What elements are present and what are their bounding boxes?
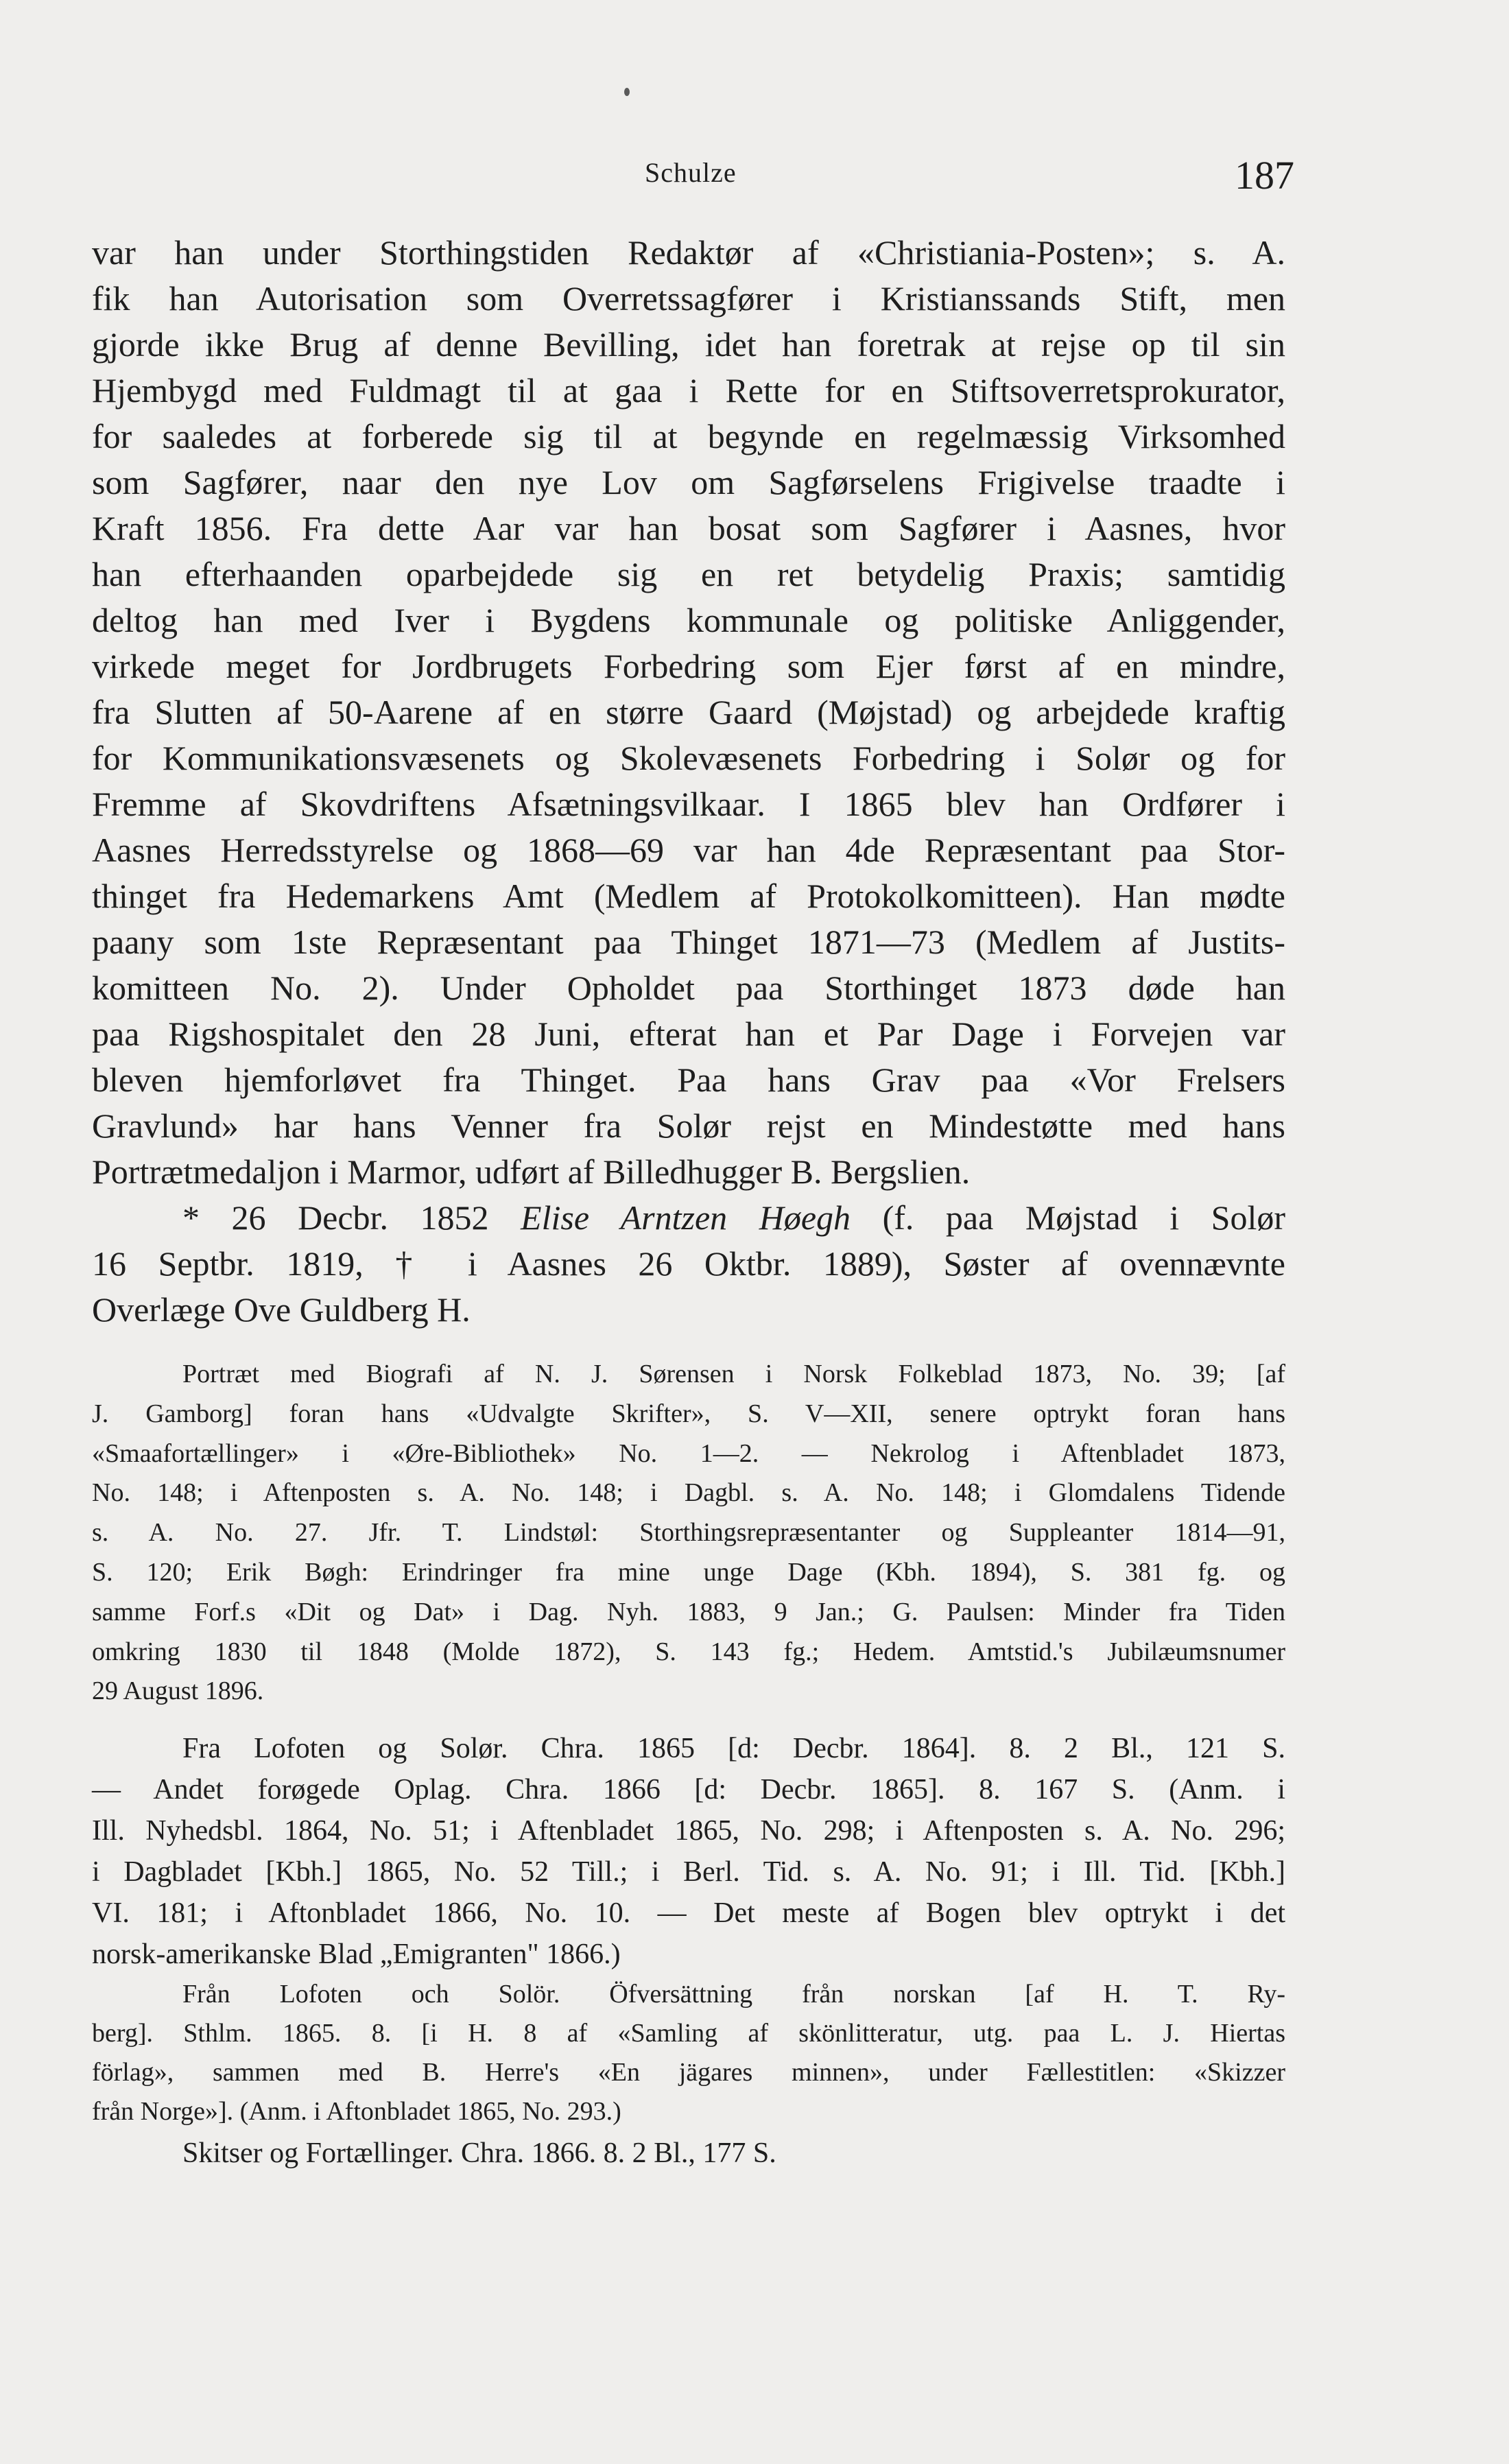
- text-line: for saaledes at forberede sig til at begynde en regelmæssig Virksomhed: [92, 417, 1285, 455]
- sources-note: [92, 1355, 1285, 1711]
- text-line: thinget fra Hedemarkens Amt (Medlem af Protokolkomitteen). Han mødte: [92, 877, 1285, 915]
- text-line: paa Rigshospitalet den 28 Juni, efterat han et Par Dage i Forvejen var: [92, 1015, 1285, 1053]
- text-line: Hjembygd med Fuldmagt til at gaa i Rette for en Stiftsoverretsprokurator,: [92, 371, 1285, 410]
- text-line: Portrætmedaljon i Marmor, udført af Billedhugger B. Bergslien.: [92, 1152, 971, 1191]
- text-line: komitteen No. 2). Under Opholdet paa Storthinget 1873 døde han: [92, 969, 1285, 1007]
- bibliography-line: Ill. Nyhedsbl. 1864, No. 51; i Aftenbladet 1865, No. 298; i Aftenposten s. A. No. 296;: [92, 1815, 1285, 1847]
- wife-entry-line: 16 Septbr. 1819, † i Aasnes 26 Oktbr. 1889), Søster af ovennævnte: [92, 1244, 1285, 1283]
- translation-line: förlag», sammen med B. Herre's «En jägares minnen», under Fællestitlen: «Skizzer: [92, 2058, 1285, 2087]
- bibliography-line: VI. 181; i Aftonbladet 1866, No. 10. — Det meste af Bogen blev optrykt i det: [92, 1897, 1285, 1930]
- wife-birth-date: * 26 Decbr. 1852: [182, 1198, 489, 1237]
- wife-entry-line: Overlæge Ove Guldberg H.: [92, 1290, 471, 1329]
- page-number: 187: [1235, 153, 1294, 198]
- translation-line: berg]. Sthlm. 1865. 8. [i H. 8 af «Samling af skönlitteratur, utg. paa L. J. Hiertas: [92, 2019, 1285, 2048]
- text-line: Kraft 1856. Fra dette Aar var han bosat som Sagfører i Aasnes, hvor: [92, 509, 1285, 547]
- bibliography-line: i Dagbladet [Kbh.] 1865, No. 52 Till.; i Berl. Tid. s. A. No. 91; i Ill. Tid. [Kbh.]: [92, 1856, 1285, 1888]
- page-body: [92, 230, 1285, 2175]
- note-line: samme Forf.s «Dit og Dat» i Dag. Nyh. 1883, 9 Jan.; G. Paulsen: Minder fra Tiden: [92, 1597, 1285, 1626]
- text-line: han efterhaanden oparbejdede sig en ret betydelig Praxis; samtidig: [92, 555, 1285, 593]
- swedish-translation-entry: [92, 1975, 1285, 2131]
- note-line: «Smaafortællinger» i «Øre-Bibliothek» No. 1—2. — Nekrolog i Aftenbladet 1873,: [92, 1438, 1285, 1468]
- text-line: paany som 1ste Repræsentant paa Thinget 1871—73 (Medlem af Justits-: [92, 923, 1285, 961]
- note-line: Portræt med Biografi af N. J. Sørensen i Norsk Folkeblad 1873, No. 39; [af: [182, 1360, 1285, 1388]
- text-line: bleven hjemforløvet fra Thinget. Paa hans Grav paa «Vor Frelsers: [92, 1061, 1285, 1099]
- text-line: gjorde ikke Brug af denne Bevilling, idet han foretrak at rejse op til sin: [92, 325, 1285, 364]
- final-line: Skitser og Fortællinger. Chra. 1866. 8. 2 Bl., 177 S.: [182, 2137, 776, 2170]
- wife-name: Elise Arntzen Høegh: [521, 1198, 851, 1237]
- bibliography-line: norsk-amerikanske Blad „Emigranten" 1866.): [92, 1939, 621, 1971]
- translation-line: från Norge»]. (Anm. i Aftonbladet 1865, No. 293.): [92, 2097, 621, 2127]
- note-line: 29 August 1896.: [92, 1677, 264, 1706]
- text-line: deltog han med Iver i Bygdens kommunale og politiske Anliggender,: [92, 601, 1285, 639]
- text-line: fra Slutten af 50-Aarene af en større Gaard (Møjstad) og arbejdede kraftig: [92, 693, 1285, 731]
- ink-speck: [624, 88, 630, 96]
- note-line: S. 120; Erik Bøgh: Erindringer fra mine unge Dage (Kbh. 1894), S. 381 fg. og: [92, 1557, 1285, 1587]
- text-line: var han under Storthingstiden Redaktør af «Christiania-Posten»; s. A.: [92, 233, 1285, 272]
- text-line: Aasnes Herredsstyrelse og 1868—69 var han 4de Repræsentant paa Stor-: [92, 831, 1285, 869]
- bibliography-line: — Andet forøgede Oplag. Chra. 1866 [d: Decbr. 1865]. 8. 167 S. (Anm. i: [92, 1774, 1285, 1806]
- note-line: No. 148; i Aftenposten s. A. No. 148; i Dagbl. s. A. No. 148; i Glomdalens Tidende: [92, 1478, 1285, 1508]
- final-bibliography-entry: [92, 2131, 1285, 2175]
- wife-entry-line: [92, 1195, 1285, 1241]
- wife-birth-place: (f. paa Møjstad i Solør: [882, 1198, 1286, 1237]
- note-line: s. A. No. 27. Jfr. T. Lindstøl: Storthingsrepræsentanter og Suppleanter 1814—91,: [92, 1518, 1285, 1548]
- bibliography-entry: [92, 1728, 1285, 1975]
- note-line: J. Gamborg] foran hans «Udvalgte Skrifter», S. V—XII, senere optrykt foran hans: [92, 1399, 1285, 1428]
- note-line: omkring 1830 til 1848 (Molde 1872), S. 143 fg.; Hedem. Amtstid.'s Jubilæumsnumer: [92, 1637, 1285, 1666]
- text-line: som Sagfører, naar den nye Lov om Sagførselens Frigivelse traadte i: [92, 463, 1285, 501]
- text-line: Gravlund» har hans Venner fra Solør rejst en Mindestøtte med hans: [92, 1106, 1285, 1145]
- running-head: Schulze: [645, 157, 737, 188]
- text-line: for Kommunikationsvæsenets og Skolevæsenets Forbedring i Solør og for: [92, 739, 1285, 777]
- text-line: virkede meget for Jordbrugets Forbedring som Ejer først af en mindre,: [92, 647, 1285, 685]
- translation-line: Från Lofoten och Solör. Öfversättning från norskan [af H. T. Ry-: [182, 1980, 1285, 2009]
- bibliography-line: Fra Lofoten og Solør. Chra. 1865 [d: Decbr. 1864]. 8. 2 Bl., 121 S.: [182, 1733, 1285, 1765]
- text-line: fik han Autorisation som Overretssagfører i Kristianssands Stift, men: [92, 279, 1285, 318]
- biography-text: [92, 230, 1285, 1333]
- text-line: Fremme af Skovdriftens Afsætningsvilkaar. I 1865 blev han Ordfører i: [92, 785, 1285, 823]
